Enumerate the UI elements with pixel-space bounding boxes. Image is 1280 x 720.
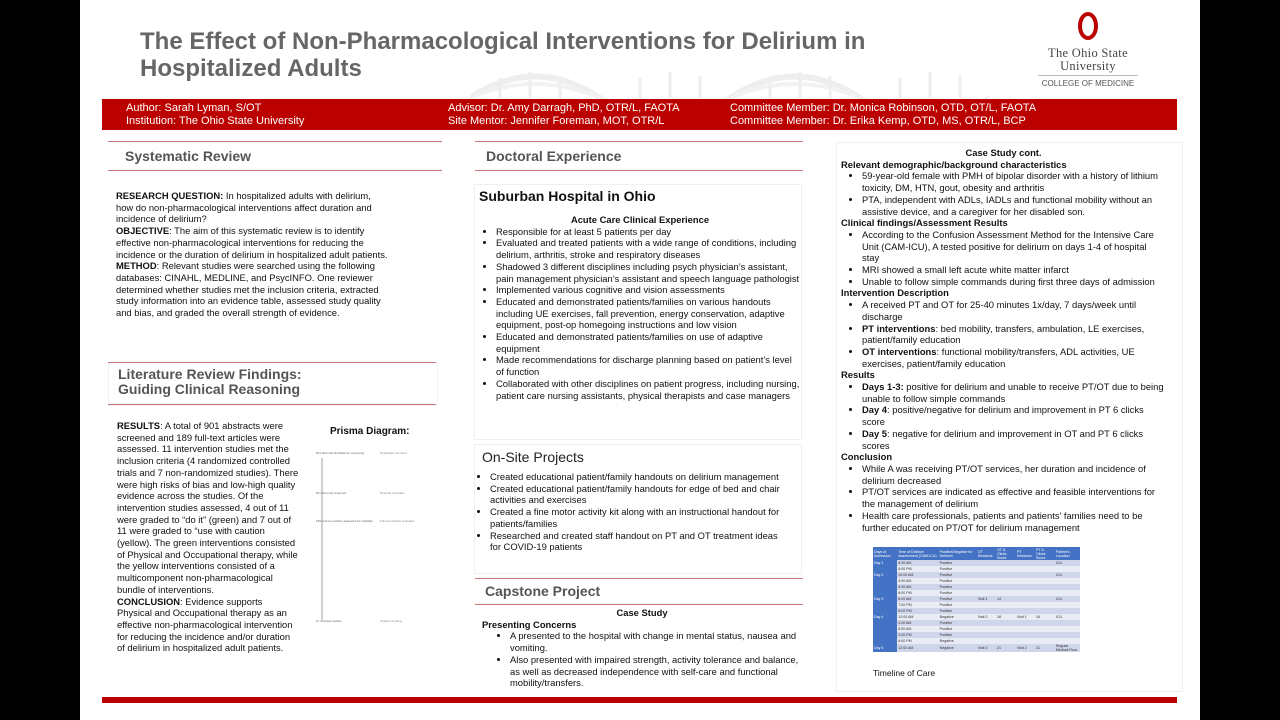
table-cell: Positive (939, 608, 977, 614)
finding-item: • According to the Confusion Assessment Method for the Intensive Care Unit (CAM-ICU), A tested positive for delirium on days 1-4 of hospital stay (862, 229, 1166, 264)
table-cell: 18 (996, 614, 1016, 620)
table-cell: 8:00 AM (897, 584, 938, 590)
presenting-label: Presenting Concerns (482, 618, 577, 630)
capstone-heading: Capstone Project (485, 583, 601, 599)
table-cell: Negative (939, 638, 977, 644)
table-header: PT 6-Clicks Score (1035, 547, 1055, 560)
author-bar (102, 99, 1177, 130)
doctoral-item: • Made recommendations for discharge planning based on patient’s level of function (496, 354, 800, 377)
table-cell: Positive (939, 584, 977, 590)
onsite-list (482, 471, 782, 553)
intervention-list (841, 299, 1166, 369)
doctoral-item: • Shadowed 3 different disciplines including psych physician’s assistant, pain management physician’s assistant and speech language pathologist (496, 261, 800, 284)
prisma-side-box: Duplicates removed (380, 451, 407, 455)
table-cell: Positive (939, 596, 977, 602)
objective-label: OBJECTIVE (116, 225, 170, 237)
prisma-box: 901 Records identified for screening (316, 451, 365, 455)
case-conclusion-label: Conclusion (841, 451, 893, 463)
doctoral-item: • Responsible for at least 5 patients per day (496, 226, 800, 238)
r3-label: Day 5 (862, 427, 888, 439)
table-cell: 2:00 PM (897, 632, 938, 638)
doctoral-list (480, 226, 800, 402)
r3-text: : negative for delirium and improvement in OT and PT 6 clicks scores (862, 427, 1144, 451)
table-cell: Visit 2 (977, 614, 996, 620)
findings-label: Clinical findings/Assessment Results (841, 217, 1008, 229)
table-cell: Day 3 (873, 596, 897, 602)
demo-list (841, 170, 1166, 217)
table-cell: 21 (996, 644, 1016, 652)
result-item (862, 404, 1166, 427)
college-name: COLLEGE OF MEDICINE (1041, 79, 1135, 88)
university-name: The Ohio State University (1048, 46, 1128, 73)
objective: : The aim of this systematic review is to identify effective non-pharmacological interventions for reducing the incidence or the duration of delirium in hospitalized adult patients. (116, 225, 388, 260)
bottom-bar (102, 697, 1177, 703)
table-cell: Positive (939, 566, 977, 572)
pt-text: : bed mobility, transfers, ambulation, LE exercises, patient/family education (862, 322, 1145, 346)
divider (108, 404, 436, 405)
table-header: Positive/Negative for Delirium (939, 547, 977, 560)
demo-item: • 59-year-old female with PMH of bipolar disorder with a history of lithium toxicity, DM, HTN, gout, obesity and arthritis (862, 170, 1166, 193)
intervention-item (862, 346, 1166, 369)
hospital-name: Suburban Hospital in Ohio (479, 188, 656, 204)
presenting-list (482, 630, 802, 689)
case-cont-title: Case Study cont. (965, 147, 1042, 158)
timeline-caption: Timeline of Care (873, 668, 936, 678)
table-cell: 14 (996, 596, 1016, 602)
table-cell: 12:00 AM (897, 572, 938, 578)
results-label: RESULTS (117, 420, 161, 431)
advisor: Advisor: Dr. Amy Darragh, PhD, OTR/L, FAOTA (448, 102, 680, 114)
committee-member-2: Committee Member: Dr. Erika Kemp, OTD, MS, OTR/L, BCP (730, 115, 1026, 127)
doctoral-item: • Collaborated with other disciplines on patient progress, including nursing, patient care nursing assistants, physical therapists and case managers (496, 378, 800, 401)
table-cell: Negative (939, 644, 977, 652)
table-cell: Day 2 (873, 572, 897, 578)
university-logo (1028, 12, 1148, 88)
results-text: : A total of 901 abstracts were screened and 189 full-text articles were assessed. 11 intervention studies met the inclusion criteria (4 randomized controlled trials and 7 non-randomized studies). There were high risks of bias and low-high quality evidence across the studies. Of the intervention studies assessed, 4 out of 11 were graded to “do it” (green) and 7 out of 11 were graded to “use with caution (yellow). The green interventions consisted of Physical and Occupational therapy, while the yellow interventions consisted of a multicomponent non-pharmacological bundle of interventions. (117, 420, 299, 595)
divider (475, 578, 803, 579)
result-item (862, 381, 1166, 404)
method-label: METHOD (116, 260, 157, 272)
table-cell: Positive (939, 560, 977, 566)
capstone-body (482, 607, 802, 689)
r2-text: : positive/negative for delirium and improvement in PT 6 clicks score (862, 404, 1144, 428)
presenting-item: • A presented to the hospital with change in mental status, nausea and vomiting. (510, 630, 802, 653)
acute-care-heading: Acute Care Clinical Experience (570, 214, 710, 225)
table-cell: ICU (1055, 560, 1080, 566)
table-header: OT Sessions (977, 547, 996, 560)
divider (475, 170, 803, 171)
case-conclusion-item: • While A was receiving PT/OT services, her duration and incidence of delirium decreased (862, 463, 1166, 486)
conclusion-label: CONCLUSION (117, 595, 181, 607)
literature-heading-line2: Guiding Clinical Reasoning (118, 381, 301, 397)
table-header: PT Sessions (1016, 547, 1035, 560)
case-conclusion-item: • Health care professionals, patients and patients’ families need to be further educated on PT/OT for delirium management (862, 510, 1166, 533)
literature-results (117, 420, 299, 654)
table-cell: ICU (1055, 596, 1080, 602)
table-cell: 12:00 AM (897, 644, 938, 652)
table-cell: Day 1 (873, 560, 897, 566)
doctoral-heading: Doctoral Experience (486, 148, 622, 164)
onsite-heading: On-Site Projects (482, 449, 584, 465)
results-list (841, 381, 1166, 451)
table-cell: Positive (939, 632, 977, 638)
table-cell: ICU (1055, 614, 1080, 620)
prisma-box: 901 Records screened (316, 491, 347, 495)
timeline-table (873, 547, 1080, 652)
table-cell: Day 4 (873, 614, 897, 620)
result-item (862, 428, 1166, 451)
block-o-icon (1078, 12, 1098, 40)
presenting-item: • Also presented with impaired strength, activity tolerance and balance, as well as decreased independence with self-care and functional mobility/transfers. (510, 654, 802, 689)
table-cell: 4:00 AM (897, 578, 938, 584)
table-cell: 16 (1035, 614, 1055, 620)
onsite-item: • Created a fine motor activity kit along with an instructional handout for patients/families (490, 506, 782, 529)
table-cell: Positive (939, 620, 977, 626)
table-cell: 8:00 PM (897, 638, 938, 644)
r1-text: positive for delirium and unable to receive PT/OT due to being unable to follow simple commands (862, 381, 1164, 404)
poster (80, 0, 1200, 720)
author: Author: Sarah Lyman, S/OT (126, 102, 262, 114)
table-cell: Positive (939, 626, 977, 632)
doctoral-body (480, 214, 800, 401)
literature-heading (118, 367, 302, 397)
table-header: Time of Delirium Assessment (CAM-ICU) (897, 547, 938, 560)
r2-label: Day 4 (862, 404, 888, 416)
research-question: In hospitalized adults with delirium, how do non-pharmacological interventions affect duration and incidence of delirium? (116, 190, 372, 225)
table-cell: 7:00 PM (897, 602, 938, 608)
case-study-title: Case Study (616, 607, 668, 618)
divider (108, 170, 442, 171)
table-cell: Visit 3 (977, 644, 996, 652)
demo-label: Relevant demographic/background characteristics (841, 158, 1067, 170)
table-header: Days of Admission (873, 547, 897, 560)
institution: Institution: The Ohio State University (126, 115, 305, 127)
prisma-side-box: Full-text articles excluded (380, 519, 414, 523)
divider (108, 362, 436, 363)
table-cell: ICU (1055, 572, 1080, 578)
poster-title: The Effect of Non-Pharmacological Interventions for Delirium in Hospitalized Adults (140, 28, 866, 82)
case-conclusion-list (841, 463, 1166, 533)
doctoral-item: • Educated and demonstrated patients/families on use of adaptive equipment (496, 331, 800, 354)
prisma-side-box: Records excluded (380, 491, 405, 495)
table-cell: Visit 1 (1016, 614, 1035, 620)
onsite-item: • Created educational patient/family handouts for edge of bed and chair activities and exercises (490, 483, 782, 506)
results-heading: Results (841, 369, 875, 381)
conclusion-text: : Evidence supports Physical and Occupational therapy as an effective non-pharmacological intervention for reducing the incidence and/or duration of delirium in hospitalized adult patients. (117, 595, 293, 654)
table-cell: Positive (939, 602, 977, 608)
method: : Relevant studies were searched using the following databases: CINAHL, MEDLINE, and PsycINFO. One reviewer determined whether studies met the inclusion criteria, extracted study information into an evidence table, assessed study quality and bias, and graded the overall strength of evidence. (116, 260, 381, 319)
table-cell: Positive (939, 590, 977, 596)
prisma-box: 11 Included studies (316, 619, 342, 623)
table-cell: 8:00 PM (897, 590, 938, 596)
divider (475, 141, 803, 142)
systematic-review-heading: Systematic Review (125, 148, 252, 164)
literature-heading-line1: Literature Review Findings: (118, 366, 302, 382)
rq-label: RESEARCH QUESTION: (116, 190, 224, 201)
onsite-item: • Created educational patient/family handouts on delirium management (490, 471, 782, 483)
table-cell: 8:00 AM (897, 626, 938, 632)
divider (108, 141, 442, 142)
table-cell: Positive (939, 572, 977, 578)
doctoral-item: • Educated and demonstrated patients/families on various handouts including UE exercises, fall prevention, energy conservation, adaptive equipment, post-op homegoing instructions and low vision (496, 296, 800, 331)
table-cell: Visit 1 (977, 596, 996, 602)
table-cell: 21 (1035, 644, 1055, 652)
intervention-item (862, 323, 1166, 346)
table-cell: 8:30 AM (897, 560, 938, 566)
demo-item: • PTA, independent with ADLs, IADLs and functional mobility without an assistive device, and a caregiver for her disabled son. (862, 194, 1166, 217)
systematic-review-body (116, 190, 388, 319)
intervention-label: Intervention Description (841, 287, 949, 299)
case-conclusion-item: • PT/OT services are indicated as effective and feasible interventions for the management of delirium (862, 486, 1166, 509)
doctoral-item: • Evaluated and treated patients with a wide range of conditions, including delirium, arthritis, stroke and respiratory diseases (496, 237, 800, 260)
findings-list (841, 229, 1166, 288)
table-cell: 4:00 AM (897, 620, 938, 626)
table-cell: 8:00 PM (897, 566, 938, 572)
site-mentor: Site Mentor: Jennifer Foreman, MOT, OTR/L (448, 115, 665, 127)
finding-item: • Unable to follow simple commands during first three days of admission (862, 276, 1166, 288)
table-header: Patient’s Location (1055, 547, 1080, 560)
finding-item: • MRI showed a small left acute white matter infarct (862, 264, 1166, 276)
doctoral-item: • Implemented various cognitive and vision assessments (496, 284, 800, 296)
intervention-item (862, 299, 1166, 322)
onsite-item: • Researched and created staff handout on PT and OT treatment ideas for COVID-19 patients (490, 530, 782, 553)
onsite-body (482, 471, 782, 553)
table-cell: Day 5 (873, 644, 897, 652)
table-cell: 8:00 PM (897, 608, 938, 614)
table-cell: 8:00 AM (897, 596, 938, 602)
table-header: OT 6-Clicks Score (996, 547, 1016, 560)
prisma-box: 189 Full-text articles assessed for eligibility (316, 519, 373, 523)
table-cell: 12:00 AM (897, 614, 938, 620)
committee-member-1: Committee Member: Dr. Monica Robinson, OTD, OT/L, FAOTA (730, 102, 1037, 114)
prisma-title: Prisma Diagram: (330, 426, 410, 437)
table-cell: Positive (939, 578, 977, 584)
ot-label: OT interventions (862, 345, 937, 357)
ot-text: : functional mobility/transfers, ADL activities, UE exercises, patient/family education (862, 345, 1135, 369)
intervention-text: A received PT and OT for 25-40 minutes 1x/day, 7 days/week until discharge (862, 299, 1137, 322)
table-cell: Visit 2 (1016, 644, 1035, 652)
pt-label: PT interventions (862, 322, 936, 334)
prisma-diagram (310, 440, 430, 635)
r1-label: Days 1-3: (862, 381, 904, 393)
divider (475, 604, 803, 605)
table-cell: Negative (939, 614, 977, 620)
table-cell: Regular Medical Floor (1055, 644, 1080, 652)
prisma-side-box: Studies ongoing (380, 619, 402, 623)
case-cont-body (841, 147, 1166, 533)
table-row (873, 644, 1080, 652)
